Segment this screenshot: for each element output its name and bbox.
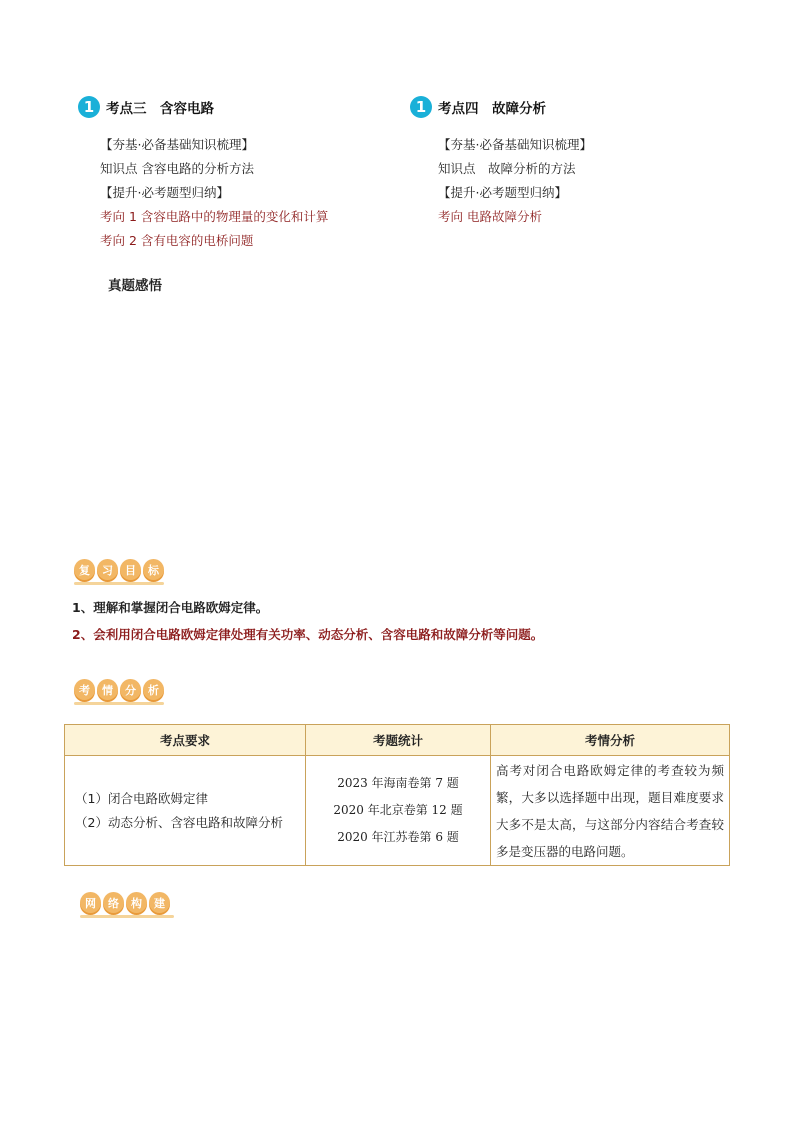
left-section xyxy=(78,96,328,253)
badge-underline xyxy=(74,582,164,585)
outline-item: 考向 2 含有电容的电桥问题 xyxy=(100,233,254,248)
badge-chars xyxy=(80,892,174,913)
left-section-title: 考点三 含容电路 xyxy=(106,101,214,117)
badge-chars xyxy=(74,559,164,580)
table-header-cell: 考情分析 xyxy=(491,725,730,756)
badge-char: 分 xyxy=(120,679,141,700)
right-section xyxy=(410,96,592,229)
requirement-item: （2）动态分析、含容电路和故障分析 xyxy=(75,814,283,830)
badge-char: 考 xyxy=(74,679,95,700)
analysis-cell xyxy=(491,756,730,866)
badge-char: 标 xyxy=(143,559,164,580)
review-goals-badge xyxy=(74,559,164,585)
analysis-text: 高考对闭合电路欧姆定律的考查较为频繁，大多以选择题中出现，题目难度要求大多不是太高，与这部分内容结合考查较多是变压器的电路问题。 xyxy=(496,762,724,859)
stats-cell xyxy=(306,756,491,866)
goal-item: 2、会利用闭合电路欧姆定律处理有关功率、动态分析、含容电路和故障分析等问题。 xyxy=(72,627,544,642)
exam-analysis-table xyxy=(64,724,730,866)
outline-item: 考向 电路故障分析 xyxy=(438,209,542,224)
right-section-title: 考点四 故障分析 xyxy=(438,101,546,117)
outline-item: 【提升·必考题型归纳】 xyxy=(438,185,567,200)
outline-item: 【提升·必考题型归纳】 xyxy=(100,185,229,200)
badge-chars xyxy=(74,679,164,700)
badge-char: 络 xyxy=(103,892,124,913)
badge-char: 目 xyxy=(120,559,141,580)
outline-item: 考向 1 含容电路中的物理量的变化和计算 xyxy=(100,209,329,224)
table-header-cell: 考点要求 xyxy=(65,725,306,756)
stat-item: 2020 年江苏卷第 6 题 xyxy=(337,830,459,844)
requirements-cell xyxy=(65,756,306,866)
exam-analysis-badge xyxy=(74,679,164,705)
goals-list xyxy=(72,594,543,648)
table-header-row xyxy=(65,725,730,756)
outline-item: 【夯基·必备基础知识梳理】 xyxy=(100,137,254,152)
zhenti-heading: 真题感悟 xyxy=(108,278,162,294)
left-outline-list xyxy=(100,133,328,253)
number-circle-icon: 1 xyxy=(78,96,100,118)
requirement-item: （1）闭合电路欧姆定律 xyxy=(75,790,208,806)
badge-underline xyxy=(74,702,164,705)
stat-item: 2020 年北京卷第 12 题 xyxy=(333,803,463,817)
goal-item: 1、理解和掌握闭合电路欧姆定律。 xyxy=(72,600,269,615)
outline-item: 【夯基·必备基础知识梳理】 xyxy=(438,137,592,152)
left-section-heading xyxy=(78,96,328,118)
badge-char: 情 xyxy=(97,679,118,700)
badge-underline xyxy=(80,915,174,918)
badge-char: 析 xyxy=(143,679,164,700)
badge-char: 网 xyxy=(80,892,101,913)
badge-char: 复 xyxy=(74,559,95,580)
number-circle-icon: 1 xyxy=(410,96,432,118)
badge-char: 习 xyxy=(97,559,118,580)
badge-char: 构 xyxy=(126,892,147,913)
table-row xyxy=(65,756,730,866)
stat-item: 2023 年海南卷第 7 题 xyxy=(337,776,459,790)
network-badge xyxy=(80,892,174,918)
outline-item: 知识点 故障分析的方法 xyxy=(438,161,576,176)
right-section-heading xyxy=(410,96,592,118)
outline-item: 知识点 含容电路的分析方法 xyxy=(100,161,254,176)
table-header-cell: 考题统计 xyxy=(306,725,491,756)
right-outline-list xyxy=(438,133,592,229)
badge-char: 建 xyxy=(149,892,170,913)
